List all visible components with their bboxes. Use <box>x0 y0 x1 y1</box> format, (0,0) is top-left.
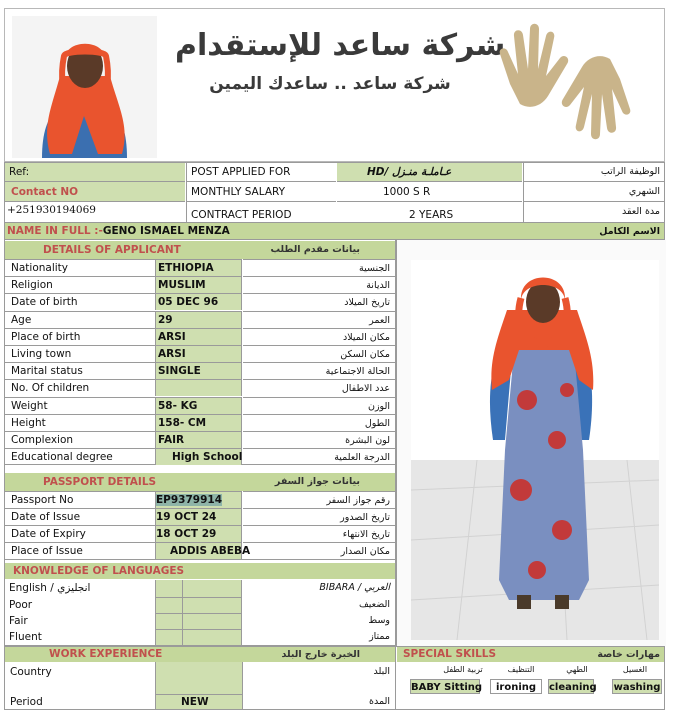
skill-label-ar: التنظيف <box>507 665 535 674</box>
skill-label: ironing <box>490 679 542 694</box>
applicant-row-label: Marital status <box>5 362 155 379</box>
name-label-ar: الاسم الكامل <box>599 226 660 237</box>
language-row-label-ar: وسط <box>368 615 390 626</box>
salary-label-ar: الشهري <box>523 181 664 201</box>
passport-row-value <box>155 542 251 559</box>
period-value-work: NEW <box>155 694 242 709</box>
applicant-row-label: Weight <box>5 397 155 414</box>
applicant-row-label-ar: الحالة الاجتماعية <box>243 362 395 379</box>
applicant-row-label: Nationality <box>5 259 155 276</box>
skills-section-title-ar: مهارات خاصة <box>597 649 660 660</box>
period-label-work: Period <box>10 696 43 708</box>
skill-label-ar: الغسيل <box>622 665 648 674</box>
language-arabic-cell <box>182 597 242 613</box>
skill-label: washing <box>612 679 662 694</box>
applicant-row-value: MUSLIM <box>155 276 242 293</box>
applicant-row-label: No. Of children <box>5 379 155 396</box>
language-row-label: Fluent <box>9 631 42 643</box>
passport-row-label: Place of Issue <box>5 542 155 559</box>
contact-value: +251930194069 <box>5 201 185 222</box>
applicant-photo-full <box>396 240 665 646</box>
passport-row-label-ar: مكان الصدار <box>243 542 395 559</box>
applicant-row-value: ETHIOPIA <box>155 259 242 276</box>
applicant-row-label-ar: العمر <box>243 311 395 328</box>
passport-number-value: EP9379914 <box>156 494 223 506</box>
full-name-value: GENO ISMAEL MENZA <box>102 225 230 237</box>
applicant-row-label-ar: مكان السكن <box>243 345 395 362</box>
passport-row-value-text: 18 OCT 29 <box>156 528 217 540</box>
language-arabic-cell <box>182 629 242 645</box>
applicant-row-label: Religion <box>5 276 155 293</box>
applicant-row-label-ar: لون البشرة <box>243 431 395 448</box>
applicant-row-value: 29 <box>155 311 242 328</box>
passport-section-title: PASSPORT DETAILS <box>5 473 395 491</box>
applicant-row-label-ar: الجنسية <box>243 259 395 276</box>
passport-row-label-ar: رقم جواز السفر <box>243 491 395 508</box>
passport-row-label: Passport No <box>5 491 155 508</box>
arabic-label: BIBARA / العربي <box>319 582 390 593</box>
work-divider-1 <box>155 662 156 709</box>
applicant-photo-small <box>12 16 157 158</box>
passport-row-value <box>155 525 242 542</box>
skill-label-ar: الطهي <box>566 665 588 674</box>
applicant-row-value: ARSI <box>155 328 242 345</box>
country-label-ar: البلد <box>373 666 390 677</box>
language-english-cell <box>155 613 182 629</box>
language-row-label: Poor <box>9 599 33 611</box>
period-label-ar-work: المدة <box>369 696 390 707</box>
post-label-ar: الوظيفة الراتب <box>523 163 664 181</box>
language-row-label-ar: الضعيف <box>358 599 390 610</box>
skill-label: cleaning <box>548 679 594 694</box>
passport-row-label: Date of Expiry <box>5 525 155 542</box>
language-arabic-cell <box>182 580 242 597</box>
language-english-cell <box>155 597 182 613</box>
company-logo <box>490 14 640 149</box>
applicant-row-label: Age <box>5 311 155 328</box>
post-label: POST APPLIED FOR <box>186 163 336 181</box>
language-arabic-cell <box>182 613 242 629</box>
applicant-row-label-ar: الطول <box>243 414 395 431</box>
applicant-row-value: 158- CM <box>155 414 242 431</box>
applicant-section-title-ar: بيانات مقدم الطلب <box>270 244 360 255</box>
applicant-row-label-ar: الديانة <box>243 276 395 293</box>
applicant-row-label-ar: الوزن <box>243 397 395 414</box>
language-english-cell <box>155 580 182 597</box>
applicant-row-label: Place of birth <box>5 328 155 345</box>
applicant-row-label: Date of birth <box>5 293 155 310</box>
passport-row-value-text: ADDIS ABEBA <box>170 545 251 557</box>
english-label: English / انجليزي <box>9 582 91 594</box>
salary-label: MONTHLY SALARY <box>186 181 336 201</box>
skills-section-title: SPECIAL SKILLS <box>397 647 664 662</box>
skill-label-ar: تربية الطفل <box>443 665 483 674</box>
post-value: HD/ عـاملـة منـزل <box>337 163 522 181</box>
company-slogan-ar: شركة ساعد .. ساعدك اليمين <box>209 74 451 94</box>
applicant-row-value <box>155 379 242 396</box>
applicant-row-value: ARSI <box>155 345 242 362</box>
applicant-row-value: 58- KG <box>155 397 242 414</box>
applicant-row-label: Complexion <box>5 431 155 448</box>
applicant-section-title: DETAILS OF APPLICANT <box>5 241 395 259</box>
applicant-row-value: High School <box>155 448 242 465</box>
applicant-row-label: Educational degree <box>5 448 155 465</box>
work-section-title: WORK EXPERIENCE <box>5 647 395 662</box>
applicant-row-value: FAIR <box>155 431 242 448</box>
work-divider-2 <box>242 662 243 709</box>
name-label-text: NAME IN FULL :- <box>7 225 103 237</box>
passport-section-title-ar: بيانات جواز السفر <box>274 476 360 487</box>
passport-row-label: Date of Issue <box>5 508 155 525</box>
country-value <box>155 662 242 694</box>
period-label-ar: مدة العقد <box>523 201 664 222</box>
applicant-row-label: Height <box>5 414 155 431</box>
languages-section-title: KNOWLEDGE OF LANGUAGES <box>5 563 395 579</box>
passport-row-value <box>155 508 242 525</box>
applicant-row-label-ar: مكان الميلاد <box>243 328 395 345</box>
passport-row-label-ar: تاريخ الانتهاء <box>243 525 395 542</box>
passport-row-value <box>155 491 242 508</box>
language-row-label-ar: ممتاز <box>369 631 390 642</box>
language-row-label: Fair <box>9 615 28 627</box>
applicant-row-label-ar: تاريخ الميلاد <box>243 293 395 310</box>
salary-value: 1000 S R <box>337 181 522 201</box>
contact-label: Contact NO <box>5 181 185 201</box>
period-label: CONTRACT PERIOD <box>186 201 336 222</box>
name-label <box>7 223 230 240</box>
applicant-row-label-ar: الدرجة العلمية <box>243 448 395 465</box>
applicant-row-label: Living town <box>5 345 155 362</box>
skill-label: BABY Sitting <box>410 679 480 694</box>
ref-label: Ref: <box>5 163 185 181</box>
applicant-row-value: SINGLE <box>155 362 242 379</box>
country-label: Country <box>10 666 52 678</box>
period-value: 2 YEARS <box>337 201 522 222</box>
language-english-cell <box>155 629 182 645</box>
passport-row-value-text: 19 OCT 24 <box>156 511 217 523</box>
company-name-ar: شركة ساعد للإستقدام <box>175 28 506 63</box>
passport-row-label-ar: تاريخ الصدور <box>243 508 395 525</box>
work-section-title-ar: الخبرة خارج البلد <box>281 649 360 660</box>
applicant-row-value: 05 DEC 96 <box>155 293 242 310</box>
applicant-row-label-ar: عدد الاطفال <box>243 379 395 396</box>
